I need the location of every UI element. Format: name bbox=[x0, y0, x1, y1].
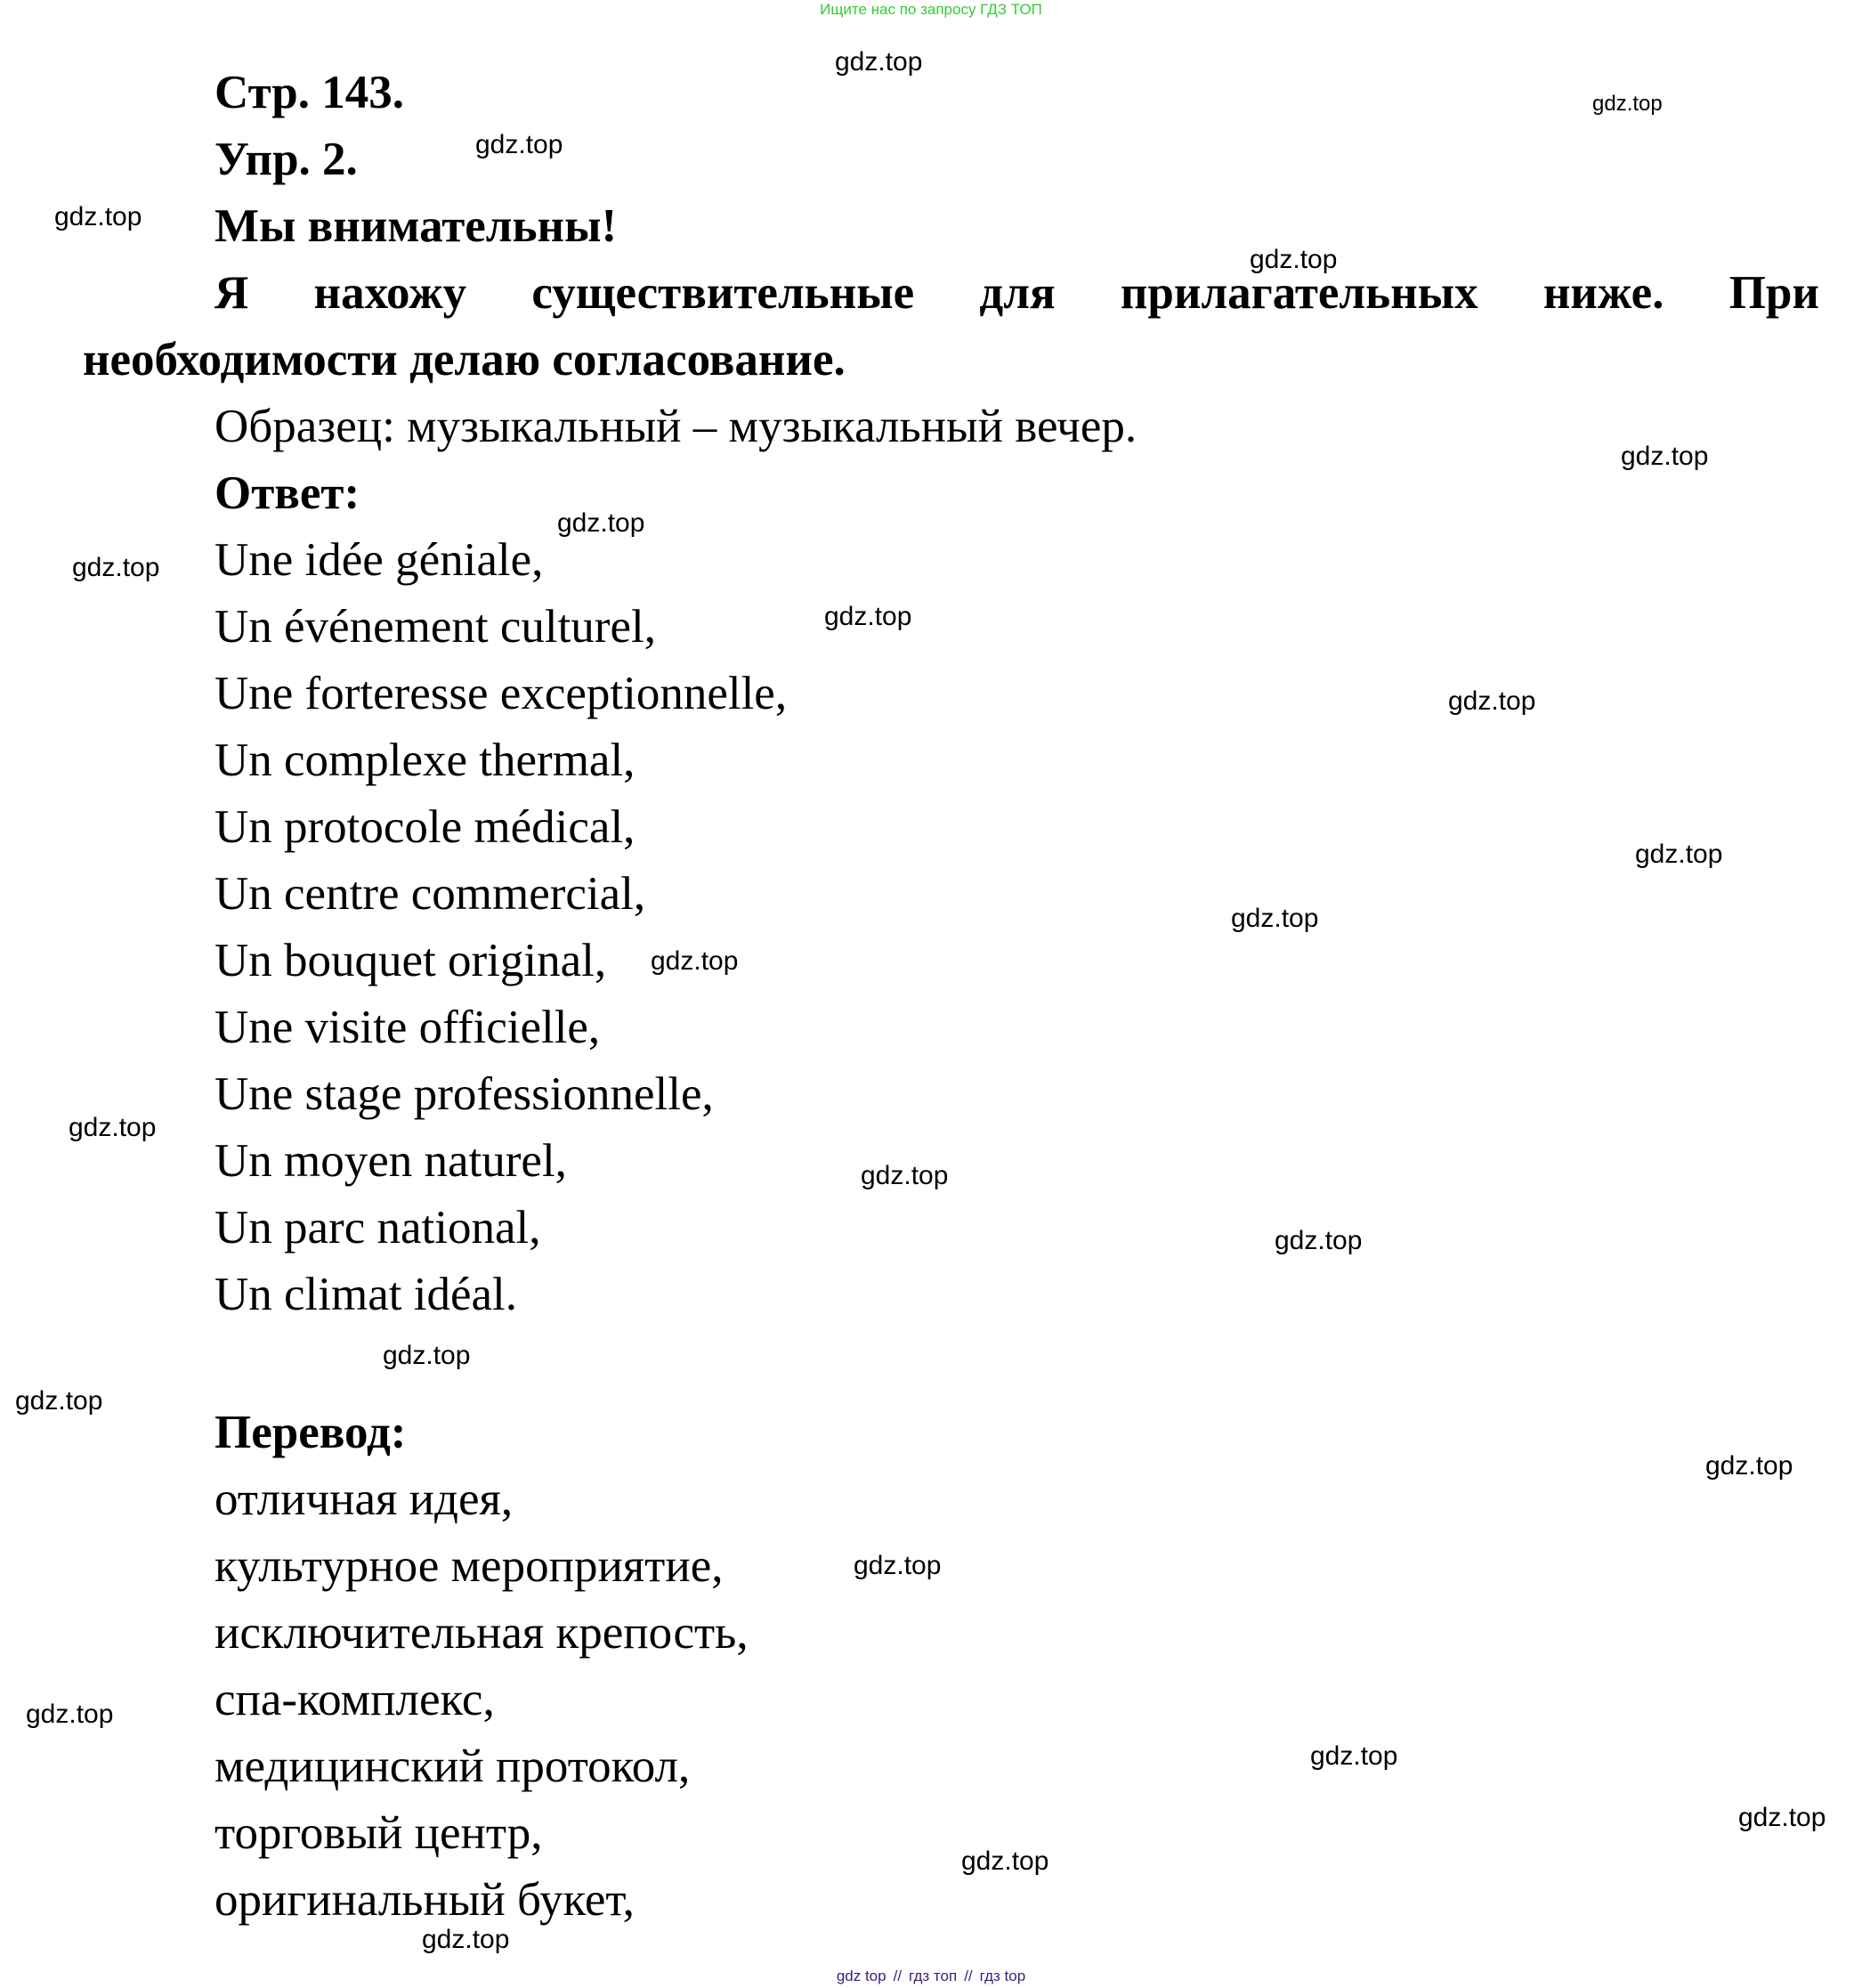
watermark: gdz.top bbox=[1231, 904, 1319, 933]
watermark: gdz.top bbox=[69, 1113, 157, 1142]
answer-item: Un événement culturel, bbox=[215, 601, 656, 653]
watermark: gdz.top bbox=[1621, 442, 1709, 471]
answer-item: Une idée géniale, bbox=[215, 534, 544, 586]
watermark: gdz.top bbox=[557, 508, 645, 538]
watermark: gdz.top bbox=[835, 47, 923, 77]
task-text-line-2: необходимости делаю согласование. bbox=[83, 334, 846, 385]
answer-item: Une visite officielle, bbox=[215, 1002, 601, 1053]
watermark: gdz.top bbox=[54, 202, 142, 231]
task-word: для bbox=[979, 267, 1056, 319]
page-number: Стр. 143. bbox=[215, 67, 404, 118]
watermark: gdz.top bbox=[1275, 1226, 1363, 1255]
watermark: gdz.top bbox=[651, 946, 739, 976]
exercise-heading: Мы внимательны! bbox=[215, 200, 618, 252]
translation-item: отличная идея, bbox=[215, 1473, 514, 1525]
translation-item: медицинский протокол, bbox=[215, 1741, 691, 1792]
watermark: gdz.top bbox=[475, 130, 563, 159]
task-word: прилагательных bbox=[1120, 267, 1478, 319]
task-word: нахожу bbox=[313, 267, 467, 319]
watermark: gdz.top bbox=[1250, 245, 1338, 274]
translation-item: спа-комплекс, bbox=[215, 1674, 495, 1725]
watermark: gdz.top bbox=[1310, 1741, 1398, 1771]
translation-item: культурное мероприятие, bbox=[215, 1540, 724, 1592]
answer-item: Une stage professionnelle, bbox=[215, 1068, 714, 1120]
answer-item: Un bouquet original, bbox=[215, 935, 607, 986]
watermark: gdz.top bbox=[422, 1925, 510, 1954]
watermark: gdz.top bbox=[1635, 840, 1723, 869]
translation-item: оригинальный букет, bbox=[215, 1874, 635, 1926]
task-word: При bbox=[1728, 267, 1819, 319]
watermark: gdz.top bbox=[1592, 92, 1663, 116]
watermark: gdz.top bbox=[961, 1846, 1049, 1876]
exercise-number: Упр. 2. bbox=[215, 134, 358, 185]
watermark: gdz.top bbox=[854, 1551, 942, 1580]
answer-item: Un climat idéal. bbox=[215, 1269, 517, 1320]
task-text-line-1 bbox=[215, 260, 1819, 327]
watermark: gdz.top bbox=[1705, 1451, 1793, 1481]
watermark: gdz.top bbox=[15, 1386, 103, 1416]
footer-link[interactable]: gdz top bbox=[836, 1968, 886, 1984]
task-word: ниже. bbox=[1542, 267, 1664, 319]
answer-item: Un protocole médical, bbox=[215, 801, 636, 853]
task-word: Я bbox=[215, 267, 249, 319]
task-word: существительные bbox=[531, 267, 915, 319]
answer-item: Une forteresse exceptionnelle, bbox=[215, 668, 788, 719]
answer-item: Un complexe thermal, bbox=[215, 734, 636, 786]
answer-item: Un moyen naturel, bbox=[215, 1135, 567, 1187]
answer-label: Ответ: bbox=[215, 467, 360, 519]
footer-link[interactable]: гдз top bbox=[979, 1968, 1026, 1984]
watermark: gdz.top bbox=[26, 1700, 114, 1729]
answer-item: Un parc national, bbox=[215, 1202, 541, 1254]
footer-separator: // bbox=[893, 1968, 903, 1984]
watermark: gdz.top bbox=[383, 1341, 471, 1370]
answer-item: Un centre commercial, bbox=[215, 868, 646, 920]
watermark: gdz.top bbox=[72, 553, 160, 582]
watermark: gdz.top bbox=[1448, 686, 1536, 716]
footer-link[interactable]: гдз топ bbox=[909, 1968, 958, 1984]
sample-line: Образец: музыкальный – музыкальный вечер. bbox=[215, 401, 1137, 452]
watermark: gdz.top bbox=[1738, 1803, 1826, 1832]
watermark: gdz.top bbox=[861, 1161, 949, 1190]
translation-label: Перевод: bbox=[215, 1407, 407, 1458]
footer-separator: // bbox=[964, 1968, 973, 1984]
watermark: gdz.top bbox=[824, 602, 912, 631]
footer-links bbox=[0, 1967, 1862, 1986]
translation-item: торговый центр, bbox=[215, 1807, 543, 1859]
translation-item: исключительная крепость, bbox=[215, 1607, 749, 1659]
top-search-hint: Ищите нас по запросу ГДЗ ТОП bbox=[820, 1, 1042, 18]
